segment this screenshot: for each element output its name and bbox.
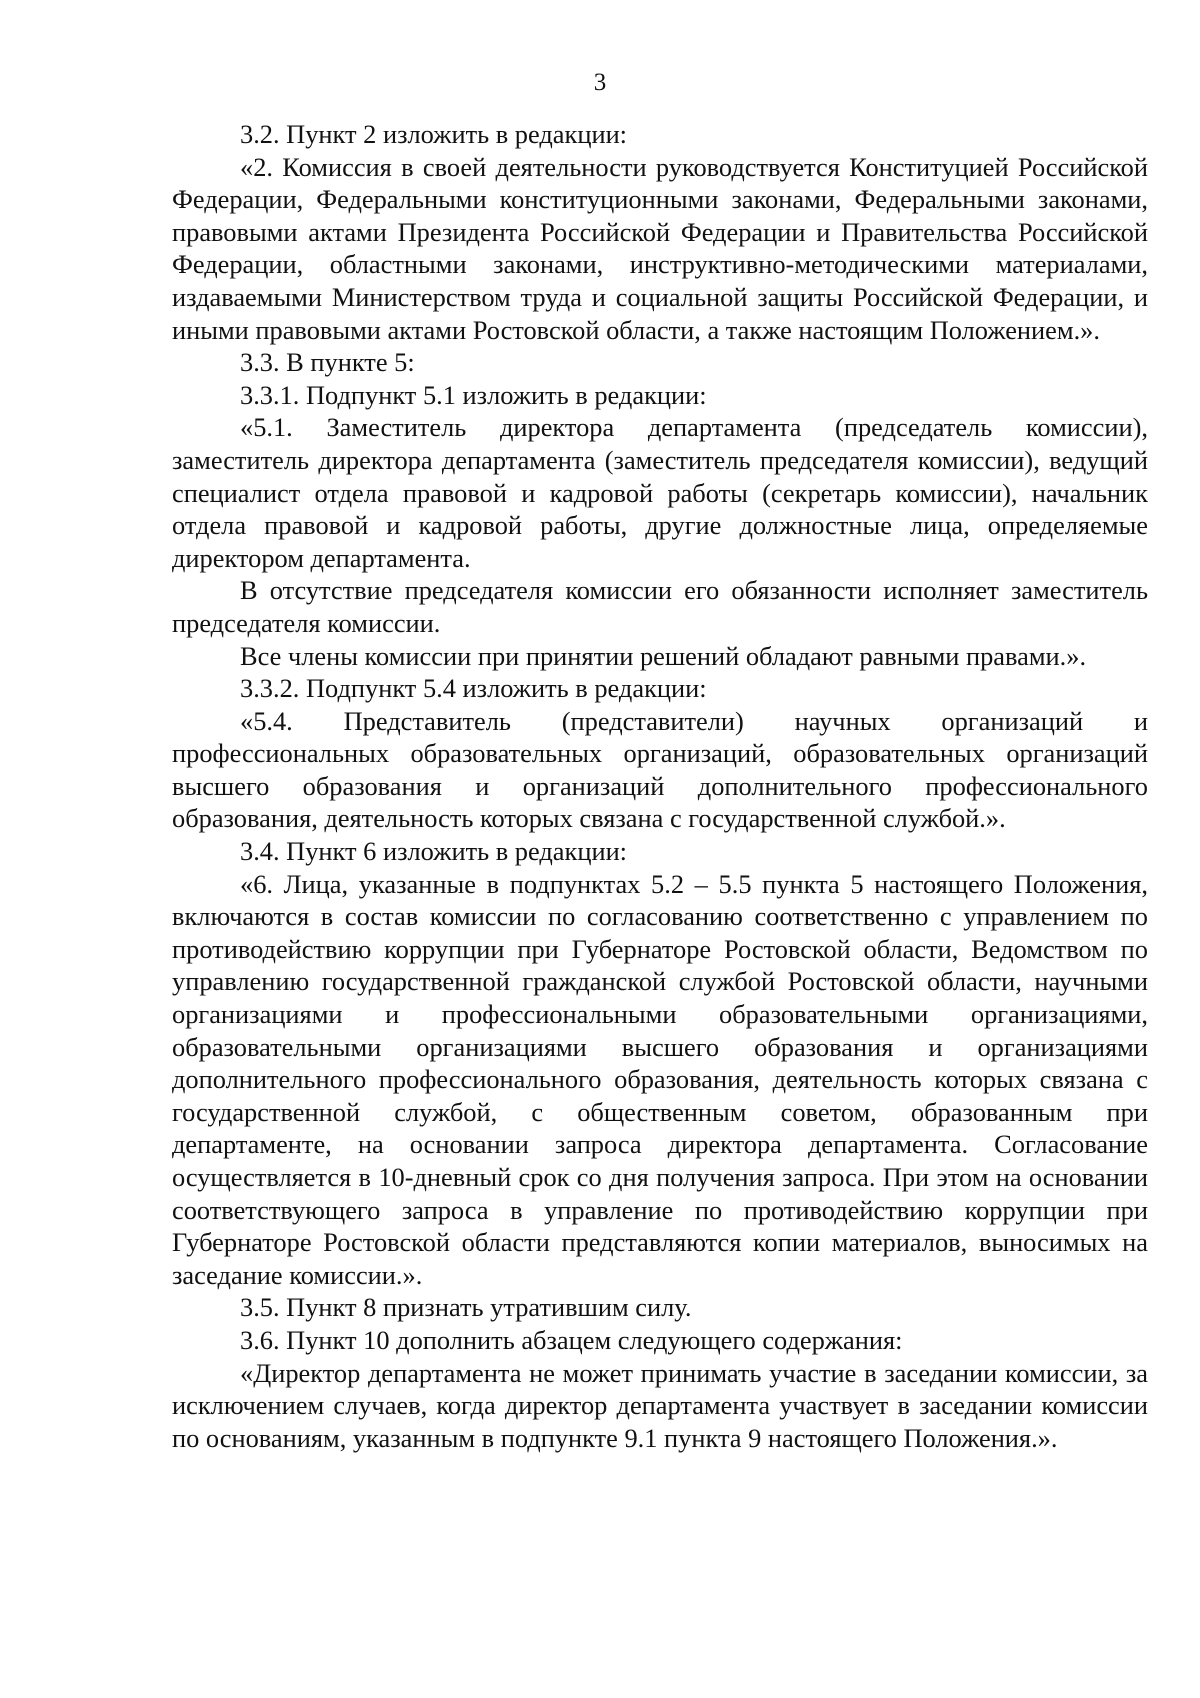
paragraph-3-4-heading: 3.4. Пункт 6 изложить в редакции: xyxy=(240,836,628,867)
paragraph-3-3-heading: 3.3. В пункте 5: xyxy=(240,347,415,378)
paragraph-clause-6-text: «6. Лица, указанные в подпунктах 5.2 – 5.5 пункта 5 настоящего Положения, включаются в состав комиссии по согласованию соответственно с управлением по противодействию коррупции при Губернаторе Ростовской области, Ведомством по управлению государственной гражданской службой Ростовской области, научными организациями и профессиональными образовательными организациями, образовательными организациями высшего образования и организациями дополнительного профессионального образования, деятельность которых связана с государственной службой, с общественным советом, образованным при департаменте, на основании запроса директора департамента. Согласование осуществляется в 10-дневный срок со дня получения запроса. При этом на основании соответствующего запроса в управление по противодействию коррупции при Губернаторе Ростовской области представляются копии материалов, выносимых на заседание комиссии.». xyxy=(172,868,1148,1290)
paragraph-3-3-2-heading: 3.3.2. Подпункт 5.4 изложить в редакции: xyxy=(240,673,707,704)
paragraph-3-2-heading: 3.2. Пункт 2 изложить в редакции: xyxy=(240,119,628,149)
page-number: 3 xyxy=(593,69,607,96)
paragraph-3-5-text: 3.5. Пункт 8 признать утратившим силу. xyxy=(240,1292,692,1323)
paragraph-clause-10-addition: «Директор департамента не может принимать участие в заседании комиссии, за исключением случаев, когда директор департамента участвует в заседании комиссии по основаниям, указанным в подпункте 9.1 пункта 9 настоящего Положения.». xyxy=(172,1357,1148,1453)
paragraph-clause-2-text: «2. Комиссия в своей деятельности руководствуется Конституцией Российской Федерации, Федеральными конституционными законами, Федеральными законами, правовыми актами Президента Российской Федерации и Правительства Российской Федерации, областными законами, инструктивно-методическими материалами, издаваемыми Министерством труда и социальной защиты Российской Федерации, и иными правовыми актами Ростовской области, а также настоящим Положением.». xyxy=(172,151,1148,345)
paragraph-3-3-1-heading: 3.3.1. Подпункт 5.1 изложить в редакции: xyxy=(240,379,707,410)
paragraph-clause-5-1-text: «5.1. Заместитель директора департамента (председатель комиссии), заместитель директора департамента (заместитель председателя комиссии), ведущий специалист отдела правовой и кадровой работы (секретарь комиссии), начальник отдела правовой и кадровой работы, другие должностные лица, определяемые директором департамента. xyxy=(172,412,1148,573)
paragraph-equal-rights: Все члены комиссии при принятии решений обладают равными правами.». xyxy=(240,640,1087,671)
paragraph-3-6-heading: 3.6. Пункт 10 дополнить абзацем следующего содержания: xyxy=(240,1324,903,1355)
paragraph-clause-5-4-text: «5.4. Представитель (представители) научных организаций и профессиональных образовательных организаций, образовательных организаций высшего образования и организаций дополнительного профессионального образования, деятельность которых связана с государственной службой.». xyxy=(172,705,1148,834)
document-body xyxy=(172,118,1148,1454)
paragraph-chair-absence: В отсутствие председателя комиссии его обязанности исполняет заместитель председателя комиссии. xyxy=(172,575,1148,638)
